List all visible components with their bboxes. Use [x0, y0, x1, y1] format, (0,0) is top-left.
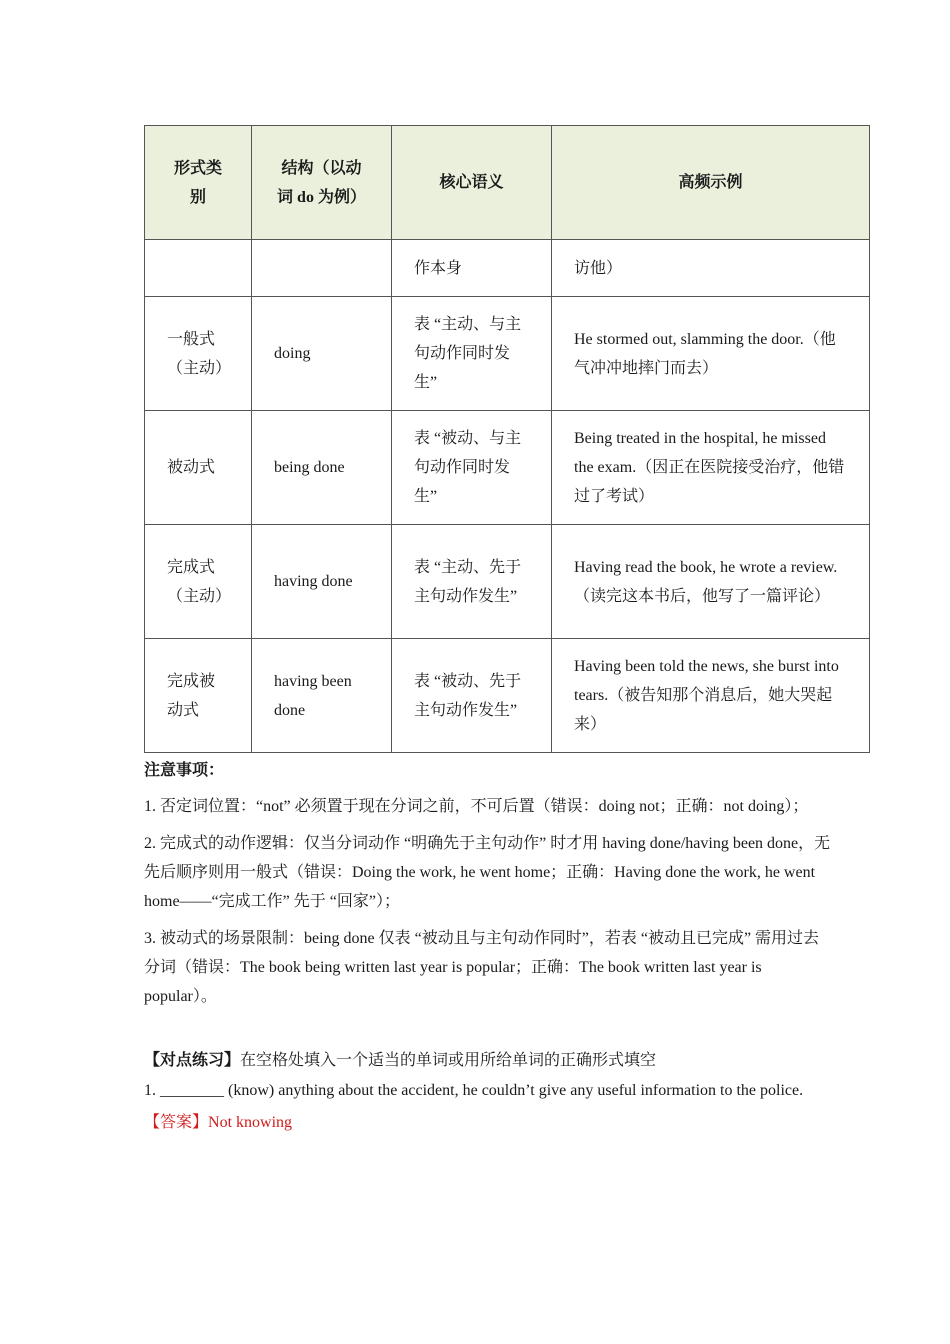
cell-form: 完成式（主动）	[145, 525, 252, 639]
cell-meaning: 表 “主动、与主句动作同时发生”	[392, 297, 552, 411]
cell-form: 完成被动式	[145, 639, 252, 753]
cell-example: He stormed out, slamming the door.（他气冲冲地摔门而去）	[552, 297, 870, 411]
cell-meaning: 表 “主动、先于主句动作发生”	[392, 525, 552, 639]
cell-structure: having been done	[252, 639, 392, 753]
note-item: 2. 完成式的动作逻辑：仅当分词动作 “明确先于主句动作” 时才用 having done/having been done，无先后顺序则用一般式（错误：Doing the work, he went home；正确：Having done the work, he went home——“完成工作” 先于 “回家”）；	[144, 835, 831, 910]
cell-example: Having read the book, he wrote a review.（读完这本书后，他写了一篇评论）	[552, 525, 870, 639]
note-item: 1. 否定词位置：“not” 必须置于现在分词之前，不可后置（错误：doing not；正确：not doing）；	[144, 798, 809, 815]
table-row	[145, 411, 870, 525]
cell-example: Being treated in the hospital, he missed the exam.（因正在医院接受治疗，他错过了考试）	[552, 411, 870, 525]
table-row	[145, 525, 870, 639]
table-row-continued	[145, 240, 870, 297]
exercise-section	[144, 1046, 834, 1137]
cell-structure: doing	[252, 297, 392, 411]
exercise-question: 1. ________ (know) anything about the accident, he couldn’t give any useful information to the police.	[144, 1082, 804, 1099]
exercise-heading	[144, 1046, 834, 1075]
note-item: 3. 被动式的场景限制：being done 仅表 “被动且与主句动作同时”，若表 “被动且已完成” 需用过去分词（错误：The book being written last year is popular；正确：The book written last year is popular）。	[144, 930, 820, 1005]
cell-structure: being done	[252, 411, 392, 525]
header-meaning: 核心语义	[392, 126, 552, 240]
table-header-row	[145, 126, 870, 240]
notes-section	[144, 756, 834, 1019]
header-structure: 结构（以动词 do 为例）	[252, 126, 392, 240]
exercise-tag: 【对点练习】	[144, 1052, 241, 1069]
cell-meaning: 表 “被动、与主句动作同时发生”	[392, 411, 552, 525]
answer-tag: 【答案】	[144, 1114, 209, 1131]
grammar-table	[144, 125, 870, 753]
header-example: 高频示例	[552, 126, 870, 240]
cell-structure	[252, 240, 392, 297]
cell-form: 一般式（主动）	[145, 297, 252, 411]
notes-title: 注意事项：	[144, 762, 225, 779]
cell-meaning: 作本身	[392, 240, 552, 297]
table-row	[145, 297, 870, 411]
cell-example: Having been told the news, she burst into tears.（被告知那个消息后，她大哭起来）	[552, 639, 870, 753]
cell-form	[145, 240, 252, 297]
exercise-answer	[144, 1108, 834, 1137]
cell-structure: having done	[252, 525, 392, 639]
answer-text: Not knowing	[208, 1114, 293, 1131]
exercise-instruction: 在空格处填入一个适当的单词或用所给单词的正确形式填空	[240, 1052, 657, 1069]
cell-form: 被动式	[145, 411, 252, 525]
table-row	[145, 639, 870, 753]
cell-example: 访他）	[552, 240, 870, 297]
header-form: 形式类别	[145, 126, 252, 240]
cell-meaning: 表 “被动、先于主句动作发生”	[392, 639, 552, 753]
